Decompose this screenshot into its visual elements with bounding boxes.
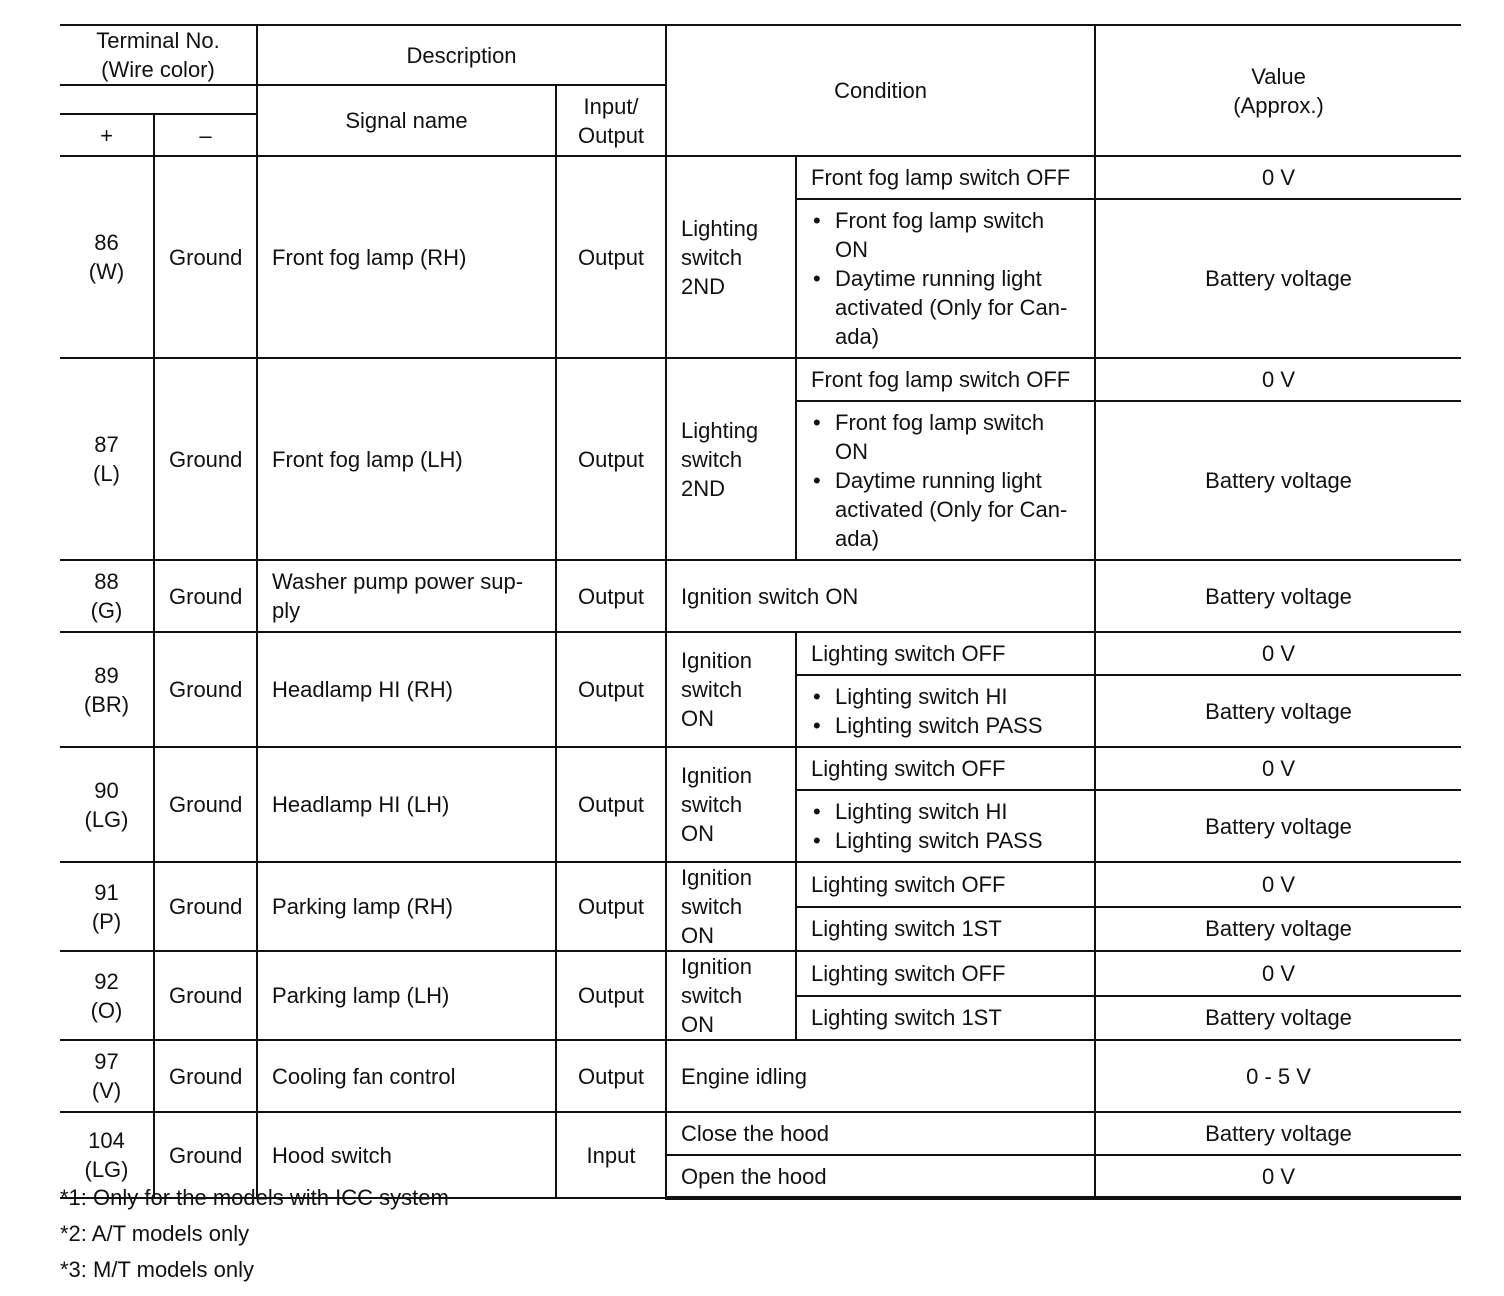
main-condition-cell: Lighting switch 2ND [666, 156, 796, 358]
value-cell: Battery voltage [1095, 1112, 1461, 1155]
footnote-3: *3: M/T models only [60, 1257, 255, 1282]
footnote-1: *1: Only for the models with ICC system [60, 1185, 449, 1210]
table-row [60, 1040, 1461, 1112]
condition-bullet: • Daytime running light activated (Only for Can-ada) [811, 264, 1080, 351]
terminal-cell: 91 (P) [60, 862, 154, 951]
ground-cell: Ground [154, 1040, 257, 1112]
signal-name-cell: Headlamp HI (RH) [257, 632, 556, 747]
sub-condition-cell: Lighting switch 1ST [796, 907, 1095, 952]
condition-bullet: • Lighting switch HI [811, 682, 1080, 711]
header-value: Value (Approx.) [1095, 25, 1461, 156]
value-cell: 0 V [1095, 1155, 1461, 1198]
header-condition: Condition [666, 25, 1095, 156]
signal-name-cell: Front fog lamp (RH) [257, 156, 556, 358]
sub-condition-cell [796, 675, 1095, 747]
header-terminal-divider [60, 85, 257, 114]
ground-cell: Ground [154, 951, 257, 1040]
condition-bullet: • Lighting switch PASS [811, 711, 1080, 740]
terminal-cell: 97 (V) [60, 1040, 154, 1112]
sub-condition-cell: Lighting switch OFF [796, 862, 1095, 907]
ground-cell: Ground [154, 632, 257, 747]
value-cell: Battery voltage [1095, 401, 1461, 560]
sub-condition-cell [796, 199, 1095, 358]
table-row [60, 951, 1461, 996]
terminal-cell: 88 (G) [60, 560, 154, 632]
condition-cell: Engine idling [666, 1040, 1095, 1112]
io-cell: Output [556, 951, 666, 1040]
sub-condition-cell [796, 401, 1095, 560]
io-cell: Output [556, 632, 666, 747]
terminal-cell: 86 (W) [60, 156, 154, 358]
header-description: Description [257, 25, 666, 85]
ground-cell: Ground [154, 862, 257, 951]
sub-condition-cell: Lighting switch 1ST [796, 996, 1095, 1041]
main-condition-cell: Ignition switch ON [666, 862, 796, 951]
value-cell: 0 V [1095, 951, 1461, 996]
condition-bullets [811, 408, 1080, 553]
value-cell: 0 V [1095, 747, 1461, 790]
value-cell: Battery voltage [1095, 790, 1461, 862]
signal-name-cell: Hood switch [257, 1112, 556, 1198]
terminal-cell: 92 (O) [60, 951, 154, 1040]
io-cell: Output [556, 156, 666, 358]
table-row [60, 862, 1461, 907]
sub-condition-cell: Lighting switch OFF [796, 747, 1095, 790]
value-cell: Battery voltage [1095, 907, 1461, 952]
ground-cell: Ground [154, 358, 257, 560]
signal-name-cell: Parking lamp (LH) [257, 951, 556, 1040]
io-cell: Output [556, 358, 666, 560]
main-condition-cell: Ignition switch ON [666, 632, 796, 747]
sub-condition-cell: Lighting switch OFF [796, 632, 1095, 675]
ground-cell: Ground [154, 747, 257, 862]
header-plus: + [60, 114, 154, 156]
table-row [60, 560, 1461, 632]
table-row [60, 1112, 1461, 1155]
ground-cell: Ground [154, 156, 257, 358]
value-cell: Battery voltage [1095, 675, 1461, 747]
ground-cell: Ground [154, 1112, 257, 1198]
condition-cell: Open the hood [666, 1155, 1095, 1198]
condition-bullet: • Front fog lamp switch ON [811, 206, 1080, 264]
condition-bullets [811, 206, 1080, 351]
table-row [60, 747, 1461, 790]
condition-bullets [811, 797, 1080, 855]
signal-name-cell: Cooling fan control [257, 1040, 556, 1112]
footnote-2: *2: A/T models only [60, 1221, 250, 1246]
io-cell: Output [556, 1040, 666, 1112]
terminal-cell: 89 (BR) [60, 632, 154, 747]
terminal-cell: 104 (LG) [60, 1112, 154, 1198]
signal-name-cell: Headlamp HI (LH) [257, 747, 556, 862]
sub-condition-cell [796, 790, 1095, 862]
value-cell: 0 V [1095, 358, 1461, 401]
sub-condition-cell: Front fog lamp switch OFF [796, 156, 1095, 199]
header-io: Input/ Output [556, 85, 666, 156]
main-condition-cell: Lighting switch 2ND [666, 358, 796, 560]
table-row [60, 632, 1461, 675]
value-cell: 0 V [1095, 862, 1461, 907]
header-signal-name: Signal name [257, 85, 556, 156]
signal-name-cell: Washer pump power sup- ply [257, 560, 556, 632]
header-minus: – [154, 114, 257, 156]
condition-cell: Close the hood [666, 1112, 1095, 1155]
main-condition-cell: Ignition switch ON [666, 747, 796, 862]
header-terminal: Terminal No. (Wire color) [60, 25, 257, 85]
condition-bullet: • Lighting switch PASS [811, 826, 1080, 855]
value-cell: 0 - 5 V [1095, 1040, 1461, 1112]
value-cell: 0 V [1095, 632, 1461, 675]
signal-name-cell: Front fog lamp (LH) [257, 358, 556, 560]
sub-condition-cell: Front fog lamp switch OFF [796, 358, 1095, 401]
condition-bullet: • Lighting switch HI [811, 797, 1080, 826]
footnotes [60, 1180, 449, 1288]
terminal-spec-table [60, 24, 1461, 1200]
condition-bullet: • Daytime running light activated (Only for Can-ada) [811, 466, 1080, 553]
main-condition-cell: Ignition switch ON [666, 951, 796, 1040]
ground-cell: Ground [154, 560, 257, 632]
value-cell: 0 V [1095, 156, 1461, 199]
terminal-cell: 87 (L) [60, 358, 154, 560]
condition-bullets [811, 682, 1080, 740]
condition-cell: Ignition switch ON [666, 560, 1095, 632]
signal-name-cell: Parking lamp (RH) [257, 862, 556, 951]
io-cell: Input [556, 1112, 666, 1198]
io-cell: Output [556, 560, 666, 632]
table-row [60, 358, 1461, 401]
value-cell: Battery voltage [1095, 560, 1461, 632]
io-cell: Output [556, 862, 666, 951]
sub-condition-cell: Lighting switch OFF [796, 951, 1095, 996]
condition-bullet: • Front fog lamp switch ON [811, 408, 1080, 466]
value-cell: Battery voltage [1095, 199, 1461, 358]
value-cell: Battery voltage [1095, 996, 1461, 1041]
io-cell: Output [556, 747, 666, 862]
table-row [60, 156, 1461, 199]
terminal-cell: 90 (LG) [60, 747, 154, 862]
